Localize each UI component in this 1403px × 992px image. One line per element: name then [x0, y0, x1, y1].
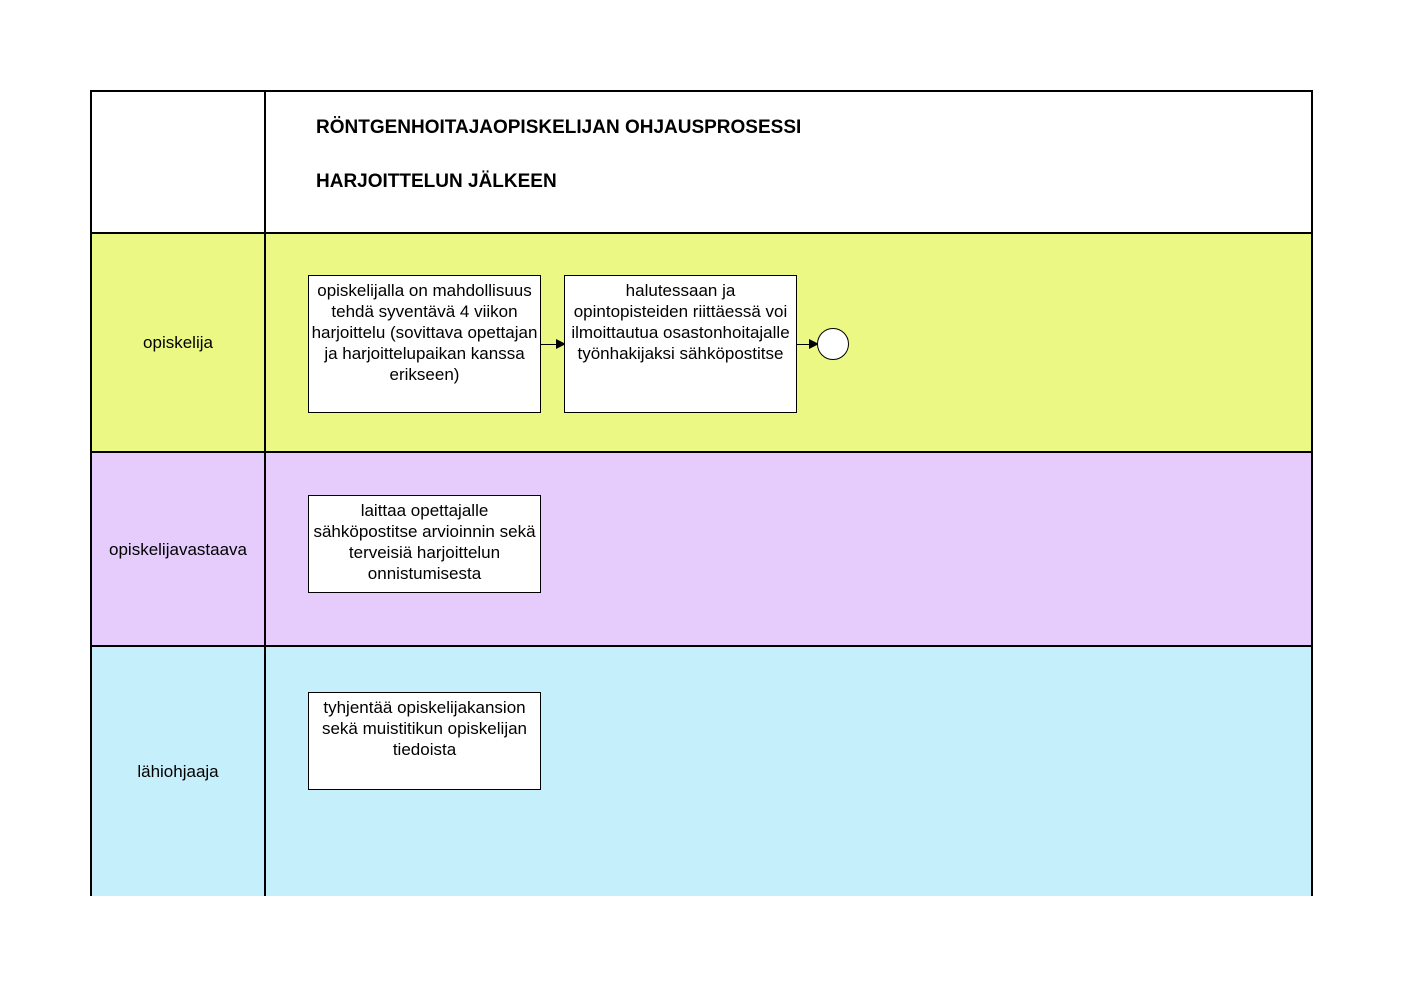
flow-arrow-1 [541, 344, 565, 345]
lane-lahiohjaaja [90, 645, 1313, 896]
task-syventava-harjoittelu: opiskelijalla on mahdollisuus tehdä syventävä 4 viikon harjoittelu (sovittava opettajan ja harjoittelupaikan kanssa erikseen) [308, 275, 541, 413]
end-event [817, 328, 849, 360]
title-lane [90, 90, 1313, 233]
task-tyhjennys: tyhjentää opiskelijakansion sekä muistitikun opiskelijan tiedoista [308, 692, 541, 790]
flow-arrow-2 [797, 344, 818, 345]
lane-label-lahiohjaaja: lähiohjaaja [92, 647, 266, 896]
title-lane-header [92, 92, 266, 233]
lane-opiskelijavastaava [90, 451, 1313, 646]
diagram-subtitle: HARJOITTELUN JÄLKEEN [316, 171, 557, 192]
lane-label-opiskelijavastaava: opiskelijavastaava [92, 453, 266, 646]
task-ilmoittautuminen: halutessaan ja opintopisteiden riittäessä voi ilmoittautua osastonhoitajalle työnhakijaksi sähköpostitse [564, 275, 797, 413]
lane-label-opiskelija: opiskelija [92, 234, 266, 452]
swimlane-diagram [90, 90, 1313, 896]
diagram-title: RÖNTGENHOITAJAOPISKELIJAN OHJAUSPROSESSI [316, 117, 802, 138]
task-arviointi: laittaa opettajalle sähköpostitse arvioinnin sekä terveisiä harjoittelun onnistumisesta [308, 495, 541, 593]
lane-opiskelija [90, 232, 1313, 452]
